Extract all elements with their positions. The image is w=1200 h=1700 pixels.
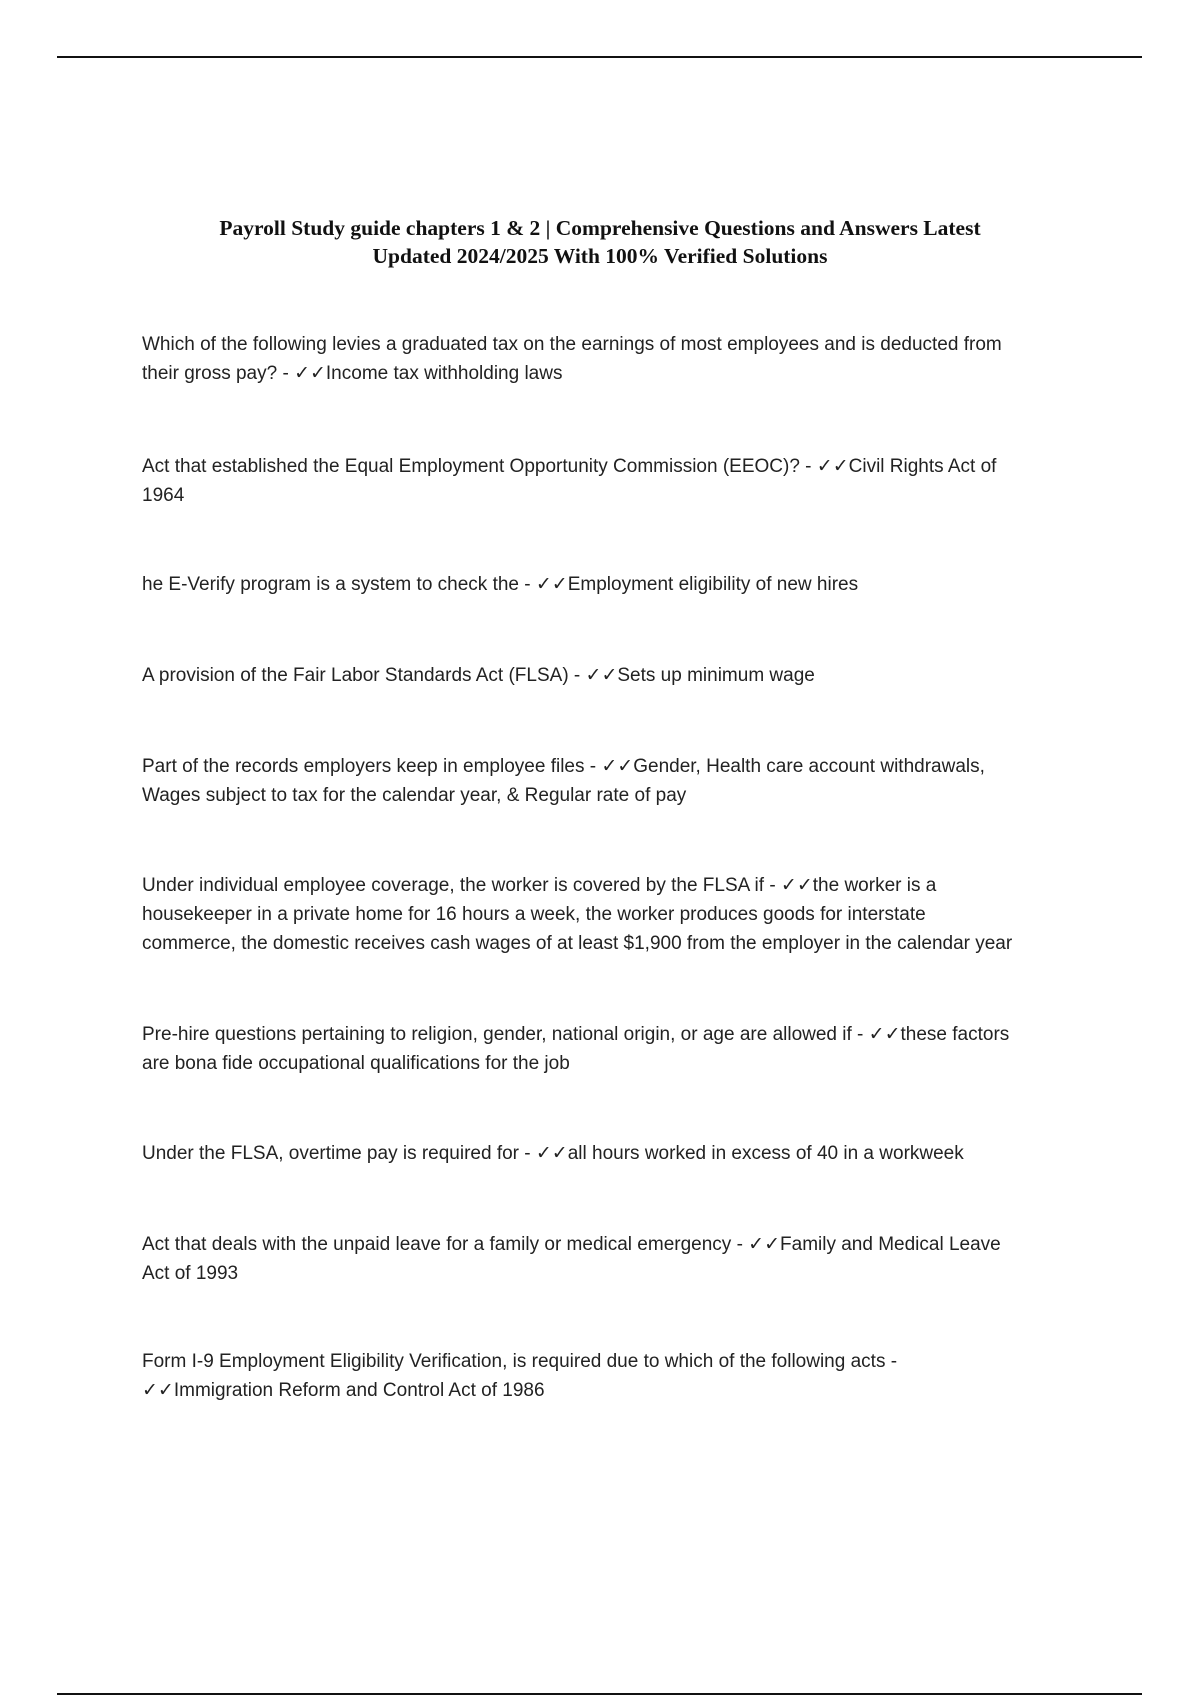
title-line-1: Payroll Study guide chapters 1 & 2 | Comprehensive Questions and Answers Latest xyxy=(219,216,981,240)
qa-item: Which of the following levies a graduated tax on the earnings of most employees and is deducted from their gross pay? - ✓✓Income tax withholding laws xyxy=(142,334,1002,384)
footer-rule xyxy=(57,1693,1142,1695)
header-rule xyxy=(57,56,1142,58)
title-line-2: Updated 2024/2025 With 100% Verified Solutions xyxy=(372,244,828,268)
qa-item: Act that deals with the unpaid leave for a family or medical emergency - ✓✓Family and Medical Leave Act of 1993 xyxy=(142,1234,1001,1284)
qa-item: he E-Verify program is a system to check the - ✓✓Employment eligibility of new hires xyxy=(142,574,859,595)
qa-item: Form I-9 Employment Eligibility Verification, is required due to which of the following acts - ✓✓Immigration Reform and Control Act of 1986 xyxy=(142,1351,898,1401)
qa-item: Under individual employee coverage, the worker is covered by the FLSA if - ✓✓the worker is a housekeeper in a private home for 16 hours a week, the worker produces goods for interstate commerce, the domestic receives cash wages of at least $1,900 from the employer in the calendar year xyxy=(142,875,1013,954)
qa-item: Part of the records employers keep in employee files - ✓✓Gender, Health care account withdrawals, Wages subject to tax for the calendar year, & Regular rate of pay xyxy=(142,756,985,806)
qa-item: A provision of the Fair Labor Standards Act (FLSA) - ✓✓Sets up minimum wage xyxy=(142,665,815,686)
qa-item: Under the FLSA, overtime pay is required for - ✓✓all hours worked in excess of 40 in a workweek xyxy=(142,1143,964,1164)
qa-item: Pre-hire questions pertaining to religion, gender, national origin, or age are allowed if - ✓✓these factors are bona fide occupational qualifications for the job xyxy=(142,1024,1010,1074)
qa-item: Act that established the Equal Employment Opportunity Commission (EEOC)? - ✓✓Civil Rights Act of 1964 xyxy=(142,456,997,506)
document-title xyxy=(140,214,1060,270)
